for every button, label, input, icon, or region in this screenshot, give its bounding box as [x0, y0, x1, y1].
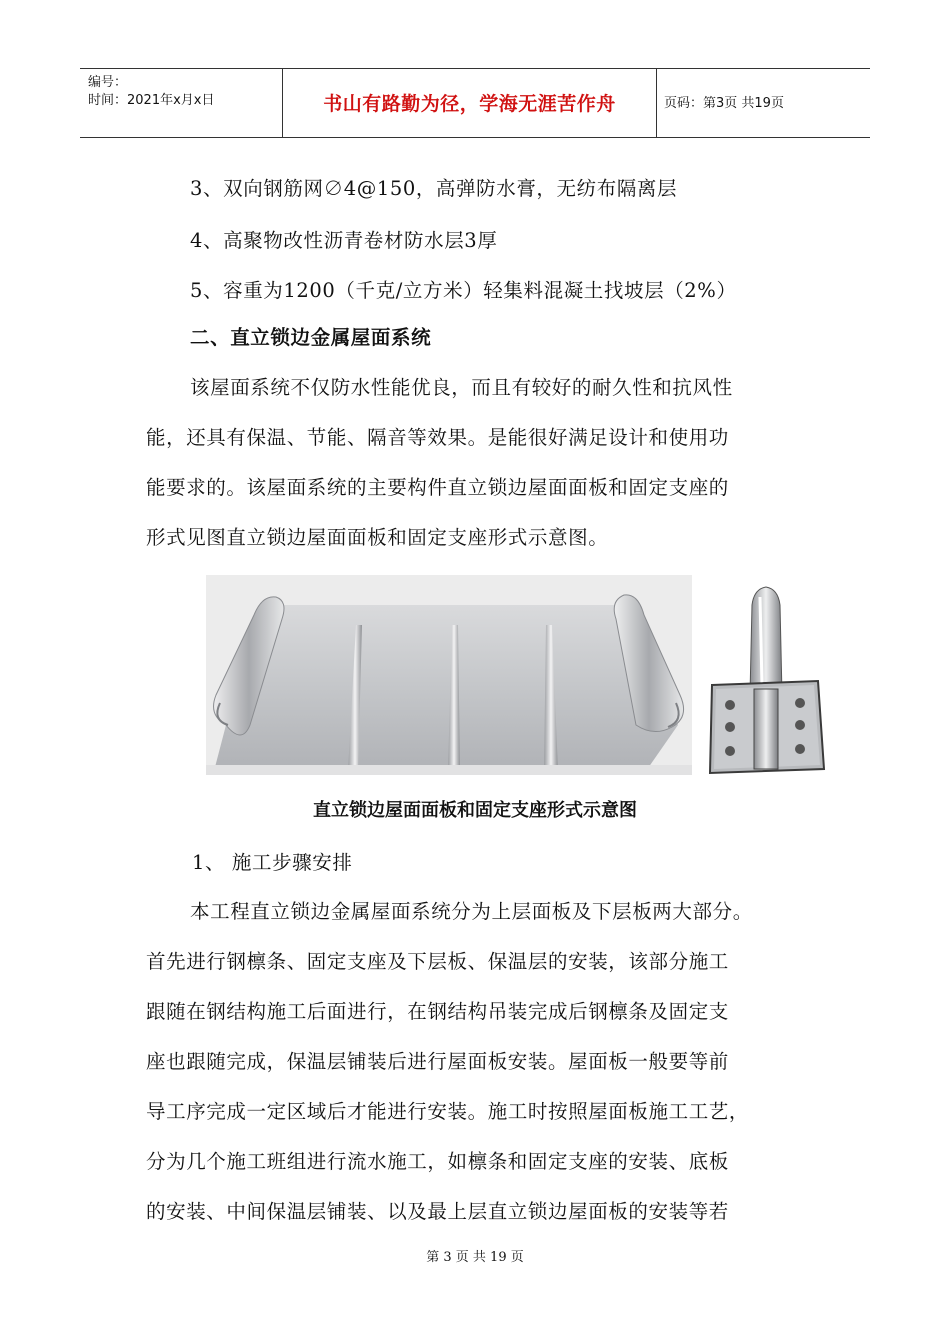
paragraph-line: 的安装、中间保温层铺装、以及最上层直立锁边屋面板的安装等若	[146, 1200, 729, 1223]
paragraph-line: 本工程直立锁边金属屋面系统分为上层面板及下层板两大部分。	[190, 900, 753, 923]
header-motto: 书山有路勤为径，学海无涯苦作舟	[323, 93, 616, 115]
paragraph-line: 能要求的。该屋面系统的主要构件直立锁边屋面面板和固定支座的	[146, 476, 729, 499]
fixed-support-image	[706, 585, 828, 777]
list-item-4: 4、高聚物改性沥青卷材防水层3厚	[190, 229, 498, 252]
paragraph-line: 座也跟随完成，保温层铺装后进行屋面板安装。屋面板一般要等前	[146, 1050, 729, 1073]
header-page-info: 页码：第3页 共19页	[664, 96, 784, 111]
figure-caption: 直立锁边屋面面板和固定支座形式示意图	[313, 800, 637, 821]
list-item-5: 5、容重为1200（千克/立方米）轻集料混凝土找坡层（2%）	[190, 279, 737, 302]
roof-panel-image	[206, 575, 692, 775]
paragraph-line: 形式见图直立锁边屋面面板和固定支座形式示意图。	[146, 526, 609, 549]
sub-heading: 1、 施工步骤安排	[192, 851, 353, 874]
header-divider	[656, 69, 657, 137]
paragraph-line: 该屋面系统不仅防水性能优良，而且有较好的耐久性和抗风性	[190, 376, 733, 399]
page-header	[80, 68, 870, 138]
doc-number-label: 编号：	[88, 75, 128, 90]
paragraph-line: 分为几个施工班组进行流水施工，如檩条和固定支座的安装、底板	[146, 1150, 729, 1173]
doc-time-label: 时间：2021年x月x日	[88, 93, 215, 108]
section-title: 二、直立锁边金属屋面系统	[190, 326, 432, 349]
paragraph-line: 能，还具有保温、节能、隔音等效果。是能很好满足设计和使用功	[146, 426, 729, 449]
paragraph-line: 首先进行钢檩条、固定支座及下层板、保温层的安装，该部分施工	[146, 950, 729, 973]
page-footer: 第 3 页 共 19 页	[426, 1250, 524, 1265]
list-item-3: 3、双向钢筋网∅4@150，高弹防水膏，无纺布隔离层	[190, 177, 678, 200]
paragraph-line: 导工序完成一定区域后才能进行安装。施工时按照屋面板施工工艺，	[146, 1100, 750, 1123]
paragraph-line: 跟随在钢结构施工后面进行，在钢结构吊装完成后钢檩条及固定支	[146, 1000, 729, 1023]
header-meta	[80, 69, 282, 137]
